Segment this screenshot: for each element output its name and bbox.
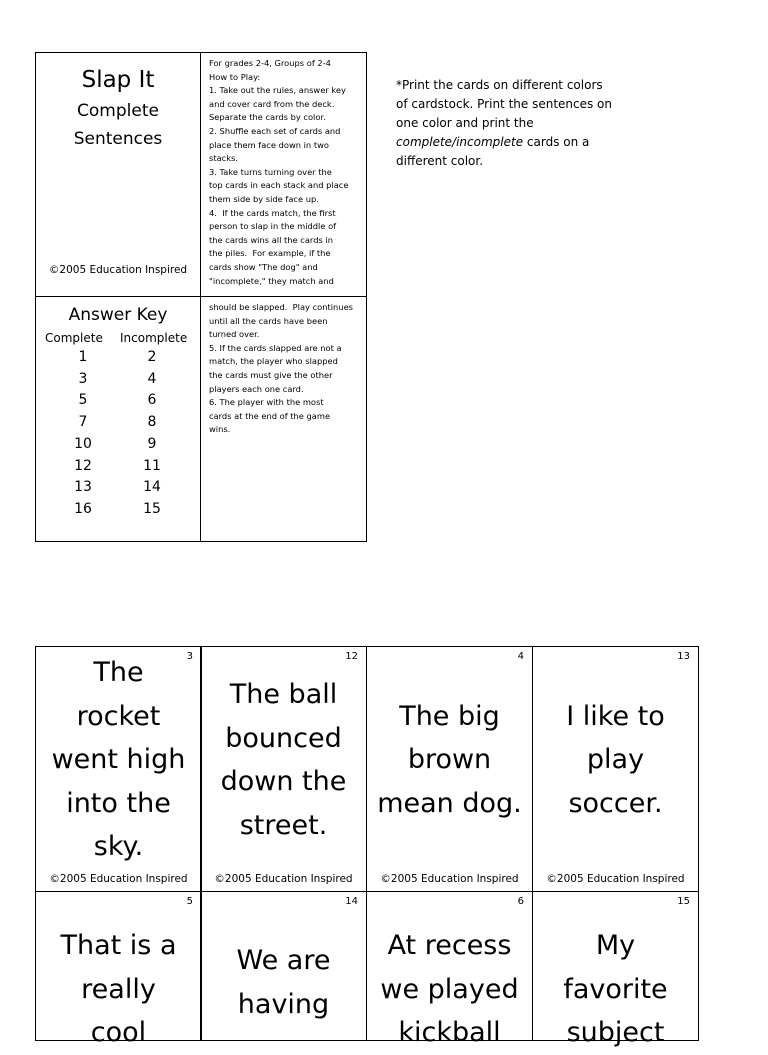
sentence-card	[35, 646, 202, 892]
card-sentence-line: favorite	[563, 973, 668, 1005]
printing-note	[396, 76, 656, 171]
note-text: cards on a	[523, 135, 590, 149]
title-card-copyright: ©2005 Education Inspired	[48, 264, 188, 276]
answer-key-incomplete-number: 6	[147, 392, 157, 409]
card-sentence	[371, 695, 528, 826]
card-sentence-line: having	[237, 988, 330, 1020]
rules-text-part2: should be slapped. Play continues until all the cards have been turned over. 5. If the cards slapped are not a match, the player who slapped the cards must give the other players each one card. 6. The player with the most cards at the end of the game wins.	[209, 302, 354, 435]
card-number: 15	[677, 896, 690, 907]
card-sentence-line: subject	[566, 1017, 665, 1048]
card-sentence-line: play	[586, 744, 645, 776]
answer-key-incomplete-number: 15	[143, 500, 161, 517]
card-sentence-line: rocket	[76, 700, 161, 732]
answer-key-incomplete-number: 4	[147, 370, 157, 387]
card-copyright: ©2005 Education Inspired	[49, 873, 188, 885]
card-sentence-line: sky.	[93, 831, 144, 863]
answer-key-complete-number: 12	[74, 457, 92, 474]
note-italic-text: complete/incomplete	[396, 135, 524, 149]
sentence-card	[200, 891, 367, 1041]
card-sentence-line: down the	[220, 766, 347, 797]
card-sentence-line: into the	[66, 787, 171, 819]
card-number: 12	[345, 651, 358, 662]
card-sentence-line: soccer.	[568, 787, 663, 819]
card-sentence-line: went high	[51, 744, 186, 776]
answer-key-card	[35, 296, 201, 542]
sentence-card	[366, 646, 533, 892]
card-sentence	[40, 924, 197, 1055]
card-sentence-line: cool	[90, 1017, 147, 1048]
card-copyright: ©2005 Education Inspired	[380, 873, 519, 885]
card-number: 6	[517, 896, 524, 907]
answer-key-complete-number: 3	[78, 370, 88, 387]
card-sentence-line: bounced	[225, 722, 342, 754]
answer-key-incomplete-number: 11	[143, 457, 161, 474]
note-line: of cardstock. Print the sentences on	[396, 97, 612, 111]
card-sentence-line: At recess	[387, 930, 512, 961]
answer-key-complete-number: 16	[74, 500, 92, 517]
card-sentence-line: The ball	[229, 679, 338, 710]
game-title: Slap It	[81, 67, 155, 93]
game-subtitle-line1: Complete	[77, 101, 159, 121]
game-subtitle-line2: Sentences	[73, 129, 163, 149]
card-sentence-line: brown	[407, 744, 492, 776]
card-sentence	[537, 924, 694, 1055]
card-copyright: ©2005 Education Inspired	[214, 873, 353, 885]
note-line: different color.	[396, 154, 484, 168]
card-number: 14	[345, 896, 358, 907]
rules-card-part1	[200, 52, 367, 297]
note-line: one color and print the	[396, 116, 534, 130]
card-sentence	[205, 673, 362, 847]
card-number: 3	[186, 651, 193, 662]
sentence-card	[532, 891, 699, 1048]
answer-key-complete-number: 1	[78, 349, 88, 365]
answer-key-complete-header: Complete	[45, 331, 103, 345]
card-sentence	[371, 924, 528, 1055]
card-number: 4	[517, 651, 524, 662]
answer-key-incomplete-number: 8	[147, 414, 157, 431]
card-sentence-line: I like to	[566, 700, 665, 732]
answer-key-complete-number: 10	[74, 435, 92, 452]
card-sentence-line: really	[81, 973, 156, 1005]
title-card	[35, 52, 201, 297]
card-sentence	[205, 939, 362, 1026]
answer-key-complete-number: 5	[78, 392, 88, 409]
answer-key-incomplete-number: 2	[147, 349, 157, 365]
rules-card-part2	[200, 296, 367, 542]
card-sentence-line: kickball	[398, 1017, 501, 1048]
answer-key-incomplete-number: 9	[147, 435, 157, 452]
note-line	[396, 133, 656, 152]
answer-key-complete-number: 13	[74, 479, 92, 496]
card-number: 5	[186, 896, 193, 907]
card-sentence	[40, 651, 197, 869]
card-sentence-line: mean dog.	[377, 787, 522, 819]
sentence-card	[200, 646, 367, 892]
card-number: 13	[677, 651, 690, 662]
card-sentence-line: The	[93, 657, 144, 689]
sentence-card	[35, 891, 202, 1048]
card-sentence-line: The big	[399, 700, 500, 732]
card-copyright: ©2005 Education Inspired	[546, 873, 685, 885]
note-line: *Print the cards on different colors	[396, 78, 603, 92]
card-sentence	[537, 695, 694, 826]
card-sentence-line: That is a	[60, 930, 177, 961]
answer-key-complete-number: 7	[78, 414, 88, 431]
sentence-card	[366, 891, 533, 1048]
card-sentence-line: we played	[380, 973, 519, 1005]
card-sentence-line: My	[595, 930, 636, 961]
rules-text-part1: For grades 2-4, Groups of 2-4 How to Play: 1. Take out the rules, answer key and cover card from the deck. Separate the cards by color. 2. Shuffle each set of cards and place them face down in two stacks. 3. Take turns turning over the top cards in each stack and place them side by side face up. 4. If the cards match, the first person to slap in the middle of the cards wins all the cards in the piles. For example, if the cards show "The dog" and "incomplete," they match and	[209, 58, 349, 286]
sentence-card	[532, 646, 699, 892]
answer-key-incomplete-number: 14	[143, 479, 161, 496]
card-sentence-line: We are	[236, 945, 331, 976]
answer-key-title: Answer Key	[68, 305, 168, 325]
card-sentence-line: street.	[239, 809, 328, 841]
answer-key-incomplete-header: Incomplete	[120, 331, 188, 345]
